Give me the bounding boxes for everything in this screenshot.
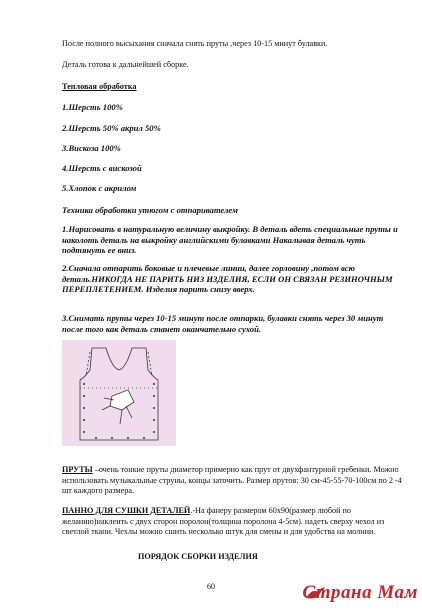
pruty-label: ПРУТЫ: [62, 465, 93, 474]
ironing-illustration: [62, 340, 176, 446]
panno-text: .-На фанеру размером 60х90(размер любой по желанию)наклеить с двух сторон поролон(толщина поролона 4-5см). надеть сверху чехол из светлой ткани. Чехлы можно сшить несколько штук для смены и для удобства на молнии.: [62, 506, 385, 536]
step-2: 2.Сначала отпарить боковые и плечевые линии, далее горловину ,потом всю деталь.НИКОГДА НЕ ПАРИТЬ НИЗ ИЗДЕЛИЯ, ЕСЛИ ОН СВЯЗАН РЕЗИНОЧНЫМ ПЕРЕПЛЕТЕНИЕМ. Изделия парить снизу вверх.: [62, 263, 393, 294]
paragraph-pruty: [62, 465, 402, 497]
list-item: 5.Хлопок с акрилом: [62, 183, 137, 193]
paragraph-panno: [62, 506, 402, 538]
list-item: 3.Вискоза 100%: [62, 143, 121, 153]
heading-assembly: ПОРЯДОК СБОРКИ ИЗДЕЛИЯ: [138, 552, 258, 561]
list-item: 1.Шерсть 100%: [62, 102, 123, 112]
pruty-text: –очень тонкие пруты диаметор примерно как прут от двухфантурной гребенки. Можно использовать музыкальные струны, концы заточить. Размер прутов: 30 см-45-55-70-100см по 2 -4 шт каждого размера.: [62, 465, 402, 495]
page-number: 60: [207, 582, 215, 591]
list-item: 4.Шерсть с вискозой: [62, 163, 142, 173]
watermark: Страна Мам: [302, 582, 418, 603]
step-3: 3.Снимать пруты через 10-15 минут после отпарки, булавки снять через 30 минут после того как деталь станет оканчательно сухой.: [62, 313, 384, 334]
list-item: 2.Шерсть 50% акрил 50%: [62, 123, 161, 133]
paragraph-drying: После полного высыхания сначала снять пруты ,через 10-15 минут булавки.: [62, 39, 328, 48]
heading-technique: Техника обработки утюгом с отпаривателем: [62, 205, 238, 215]
step-1: 1.Нарисовать в натуральную величину выкройку. В деталь вдеть специальные пруты и наколоть деталь на выкройку английскими булавками Накалывая деталь чуть подтянуть ее вниз.: [62, 224, 398, 255]
vest-pattern-drawing: [62, 340, 176, 446]
heading-heat-treatment: Тепловая обработка: [62, 82, 137, 91]
paragraph-ready: Деталь готова к дальнейшей сборке.: [62, 60, 189, 69]
panno-label: ПАННО ДЛЯ СУШКИ ДЕТАЛЕЙ: [62, 506, 191, 515]
